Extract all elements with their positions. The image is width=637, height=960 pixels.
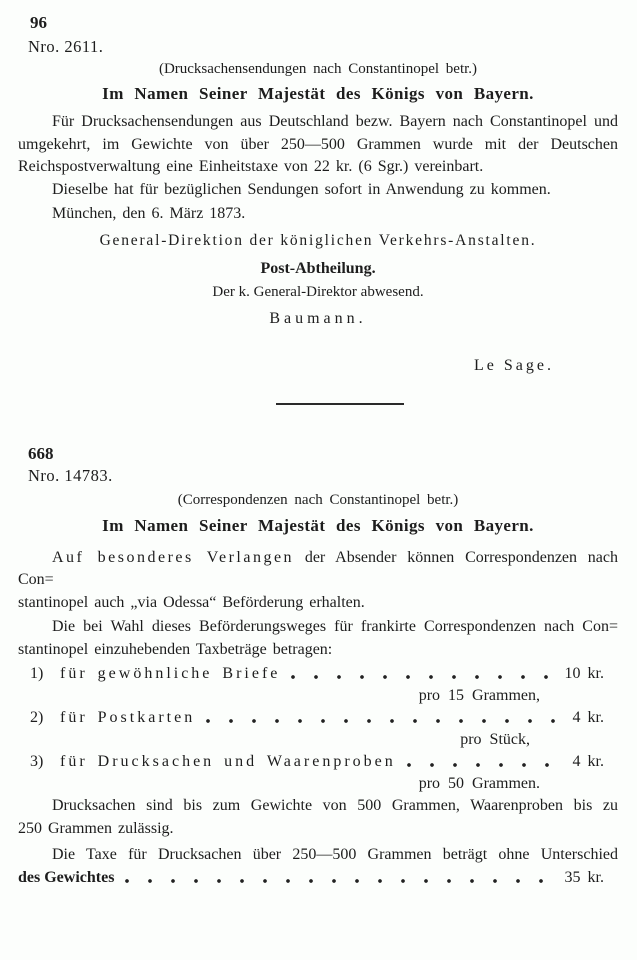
tariff-item-unit: pro Stück, [460,731,530,748]
issuing-authority: General-Direktion der königlichen Verkehrs-Anstalten. [99,231,537,249]
tariff-item-unit: pro 15 Grammen, [418,687,540,704]
paragraph [18,844,618,889]
tariff-item-printed-matter [18,751,618,773]
proclamation-heading: Im Namen Seiner Majestät des Königs von Bayern. [102,515,534,535]
absence-note: Der k. General-Direktor abwesend. [212,283,424,300]
paragraph-line: umgekehrt, im Gewichte von über 250—500 Grammen wurde mit der Deutschen [18,135,618,153]
section-decree-14783 [18,443,618,890]
subject-line: (Drucksachensendungen nach Constantinopel betr.) [158,61,478,77]
dot-leader [406,754,563,770]
tariff-item-label: für Postkarten [60,709,196,726]
paragraph-line [18,867,618,890]
paragraph-line: Reichspostverwaltung eine Einheitstaxe von 22 kr. (6 Sgr.) vereinbart. [18,158,484,175]
dot-leader [290,666,554,682]
tariff-amount: 35 kr. [564,868,604,886]
line-text: der Absender können Correspondenzen nach Con= [18,548,618,588]
tariff-item-amount: 4 kr. [572,709,604,726]
signature-lesage: Le Sage. [474,356,554,374]
page-number: 668 [28,443,54,463]
paragraph-line: stantinopel auch „via Odessa“ Beförderung erhalten. [18,593,365,611]
paragraph-line: Die Taxe für Drucksachen über 250—500 Grammen beträgt ohne Unterschied [52,846,618,863]
section-decree-2611 [18,12,618,376]
paragraph [18,795,618,840]
paragraph [18,111,618,179]
tariff-item-amount: 4 kr. [572,753,604,770]
tariff-item-unit: pro 50 Grammen. [418,775,540,792]
page-number: 96 [30,13,47,32]
proclamation-heading: Im Namen Seiner Majestät des Königs von Bayern. [102,84,534,103]
tariff-list [18,663,618,795]
tariff-item-label: für Drucksachen und Waarenproben [60,753,396,770]
tariff-item-number: 2) [30,709,44,726]
dateline: München, den 6. März 1873. [52,205,246,222]
tariff-item-number: 3) [30,753,44,770]
paragraph-line: 250 Grammen zulässig. [18,819,174,837]
tariff-item-postcards [18,707,618,729]
paragraph [18,547,618,615]
paragraph [18,616,618,661]
signature-baumann: Baumann. [269,309,367,327]
paragraph-line: stantinopel einzuhebenden Taxbeträge betragen: [18,640,333,658]
paragraph-line: Die bei Wahl dieses Beförderungsweges für frankirte Correspondenzen nach Con= [52,618,618,635]
weight-clause-label: des Gewichtes [18,868,115,886]
tariff-item-label: für gewöhnliche Briefe [60,665,281,682]
decree-number: Nro. 14783. [28,465,113,485]
section-divider [276,403,404,405]
paragraph-line: Für Drucksachensendungen aus Deutschland bezw. Bayern nach Constantinopel und [52,113,618,130]
department-heading: Post-Abtheilung. [260,259,376,277]
tariff-item-letters [18,663,618,685]
paragraph-line [18,547,618,592]
page-body [0,12,637,889]
dot-leader [124,870,554,886]
subject-line: (Correspondenzen nach Constantinopel betr.) [177,491,459,508]
spaced-emphasis: Auf besonderes Verlangen [52,548,295,566]
tariff-item-amount: 10 kr. [564,665,604,682]
decree-number: Nro. 2611. [28,37,104,56]
tariff-item-number: 1) [30,665,44,682]
dot-leader [205,710,562,726]
paragraph-line: Drucksachen sind bis zum Gewichte von 500 Grammen, Waarenproben bis zu [52,797,618,814]
paragraph: Dieselbe hat für bezüglichen Sendungen sofort in Anwendung zu kommen. [52,180,551,198]
